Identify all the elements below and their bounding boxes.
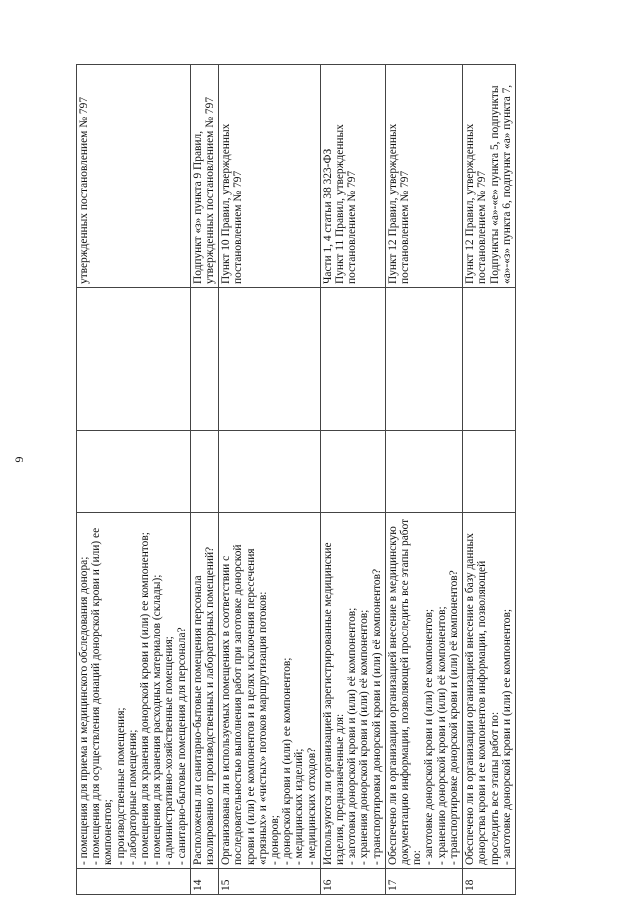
question-line: - административно-хозяйственные помещения; (163, 636, 176, 865)
question-line: - помещения для хранения расходных материалов (склады); (151, 574, 164, 865)
reference-cell (320, 65, 385, 288)
question-line: - заготовке донорской крови и (или) ее компонентов; (500, 608, 513, 865)
question-line: - заготовки донорской крови и (или) её компонентов; (346, 607, 359, 865)
question-line: - транспортировке донорской крови и (или) её компонентов? (447, 570, 460, 865)
reference-line: Подпункт «з» пункта 9 Правил, утвержденных постановлением № 797 (191, 96, 217, 284)
reference-line: Части 1, 4 статьи 38 323-ФЗ (321, 148, 334, 284)
question-line: - санитарно-бытовые помещения для персонала? (175, 627, 188, 865)
question-line: - хранению донорской крови и (или) её компонентов; (435, 606, 448, 865)
question-line: Организована ли в используемых помещениях в соответствии с последовательностью выполнения работ при заготовке донорской крови и (или) ее компонентов и в целях исключения пересечения «грязных» и «чистых» потоков маршрутизация потоков: (220, 544, 269, 865)
reference-line: Подпункты «а»-«е» пункта 5, подпункты «а»-«з» пункта 6, подпункт «а» пункта 7, (488, 84, 513, 284)
answer-cell (219, 431, 321, 513)
table-row (385, 65, 462, 895)
question-cell (385, 513, 462, 869)
question-cell (320, 513, 385, 869)
question-line: - донорской крови и (или) ее компонентов; (281, 657, 294, 865)
reference-cell (463, 65, 516, 288)
question-line: - медицинских изделий; (293, 748, 306, 865)
question-line: - производственные помещения; (114, 707, 127, 865)
reference-line: Пункт 12 Правил, утвержденных постановлением № 797 (464, 123, 489, 284)
reference-cell (219, 65, 321, 288)
answer-cell (219, 288, 321, 431)
question-line: - транспортировки донорской крови и (или) её компонентов? (370, 568, 383, 865)
reference-cell (190, 65, 218, 288)
question-line: - доноров; (269, 815, 282, 865)
answer-cell (463, 431, 516, 513)
table-row (320, 65, 385, 895)
answer-cell (190, 288, 218, 431)
question-line: - помещения для приема и медицинского обследования донора; (78, 556, 90, 865)
reference-line: Пункт 12 Правил, утвержденных постановлением № 797 (386, 123, 412, 284)
question-line: Обеспечено ли в организации организацией внесение в базу данных донорства крови и ее компонентов информации, позволяющей проследить все этапы работ по: (464, 533, 501, 865)
reference-line: утвержденных постановлением № 797 (78, 96, 90, 284)
question-cell (190, 513, 218, 869)
checklist-table (76, 64, 516, 895)
question-cell (219, 513, 321, 869)
answer-cell (77, 288, 191, 431)
row-number: 18 (463, 869, 516, 895)
question-line: - заготовке донорской крови и (или) ее компонентов; (423, 608, 436, 865)
answer-cell (77, 431, 191, 513)
question-line: - лабораторные помещения; (126, 729, 139, 865)
answer-cell (320, 431, 385, 513)
question-line: Используются ли организацией зарегистрированные медицинские изделия, предназначенные для: (321, 542, 347, 865)
row-number: 15 (219, 869, 321, 895)
row-number: 14 (190, 869, 218, 895)
answer-cell (463, 288, 516, 431)
question-cell (77, 513, 191, 869)
question-line: - хранения донорской крови и (или) её компонентов; (358, 609, 371, 865)
row-number (77, 869, 191, 895)
question-line: - помещения для хранения донорской крови и (или) ее компонентов; (139, 532, 152, 865)
table-row (190, 65, 218, 895)
row-number: 17 (385, 869, 462, 895)
table-row (463, 65, 516, 895)
question-line: Обеспечено ли в организации организацией внесение в медицинскую документацию информации, позволяющей проследить все этапы работ по: (386, 518, 424, 865)
row-number: 16 (320, 869, 385, 895)
question-cell (463, 513, 516, 869)
table-row (219, 65, 321, 895)
answer-cell (320, 288, 385, 431)
question-line: - помещения для осуществления донаций донорской крови и (или) ее компонентов; (90, 527, 115, 865)
question-line: - медицинских отходов? (305, 747, 318, 865)
answer-cell (190, 431, 218, 513)
question-line: Расположены ли санитарно-бытовые помещения персонала изолированно от производственных и лабораторных помещений? (191, 546, 217, 865)
reference-line: Пункт 11 Правил, утвержденных постановлением № 797 (334, 124, 359, 284)
answer-cell (385, 288, 462, 431)
reference-cell (385, 65, 462, 288)
answer-cell (385, 431, 462, 513)
reference-cell (77, 65, 191, 288)
page-number: 6 (12, 456, 27, 463)
table-row (77, 65, 191, 895)
reference-line: Пункт 10 Правил, утвержденных постановлением № 797 (220, 123, 245, 284)
